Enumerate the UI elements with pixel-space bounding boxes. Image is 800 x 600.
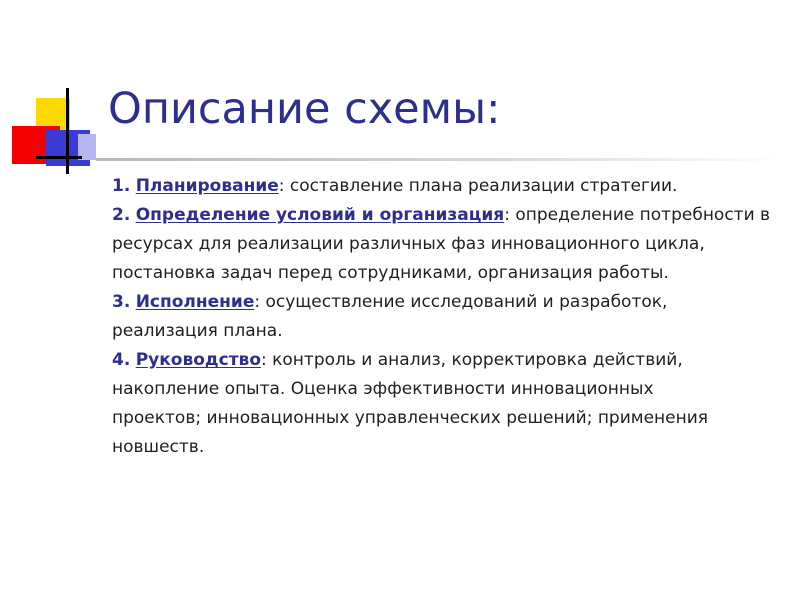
logo-vertical-line (66, 88, 69, 174)
item-text: ресурсах для реализации различных фаз инновационного цикла, (112, 234, 705, 254)
item-text: постановка задач перед сотрудниками, организация работы. (112, 263, 669, 283)
item-number: 2. (112, 205, 131, 225)
paragraph (112, 263, 772, 283)
title-divider (96, 158, 786, 161)
paragraph (112, 292, 772, 312)
logo-squares (0, 0, 120, 190)
paragraph (112, 437, 772, 457)
item-text: накопление опыта. Оценка эффективности инновационных (112, 379, 654, 399)
logo-horizontal-line (36, 156, 82, 159)
item-text: : определение потребности в (504, 205, 771, 225)
item-text: : контроль и анализ, корректировка действий, (261, 350, 683, 370)
item-number: 3. (112, 292, 131, 312)
item-text: новшеств. (112, 437, 205, 457)
paragraph (112, 321, 772, 341)
paragraph (112, 408, 772, 428)
item-term: Определение условий и организация (135, 205, 505, 225)
item-term: Планирование (135, 176, 279, 196)
item-number: 1. (112, 176, 131, 196)
paragraph (112, 234, 772, 254)
item-number: 4. (112, 350, 131, 370)
item-text: проектов; инновационных управленческих решений; применения (112, 408, 709, 428)
slide-title: Описание схемы: (108, 84, 501, 134)
item-text: реализация плана. (112, 321, 283, 341)
slide-body (112, 176, 772, 466)
item-term: Руководство (135, 350, 261, 370)
paragraph (112, 350, 772, 370)
paragraph (112, 176, 772, 196)
item-text: : осуществление исследований и разработок, (254, 292, 668, 312)
item-term: Исполнение (135, 292, 255, 312)
item-text: : составление плана реализации стратегии. (278, 176, 678, 196)
paragraph (112, 379, 772, 399)
paragraph (112, 205, 772, 225)
